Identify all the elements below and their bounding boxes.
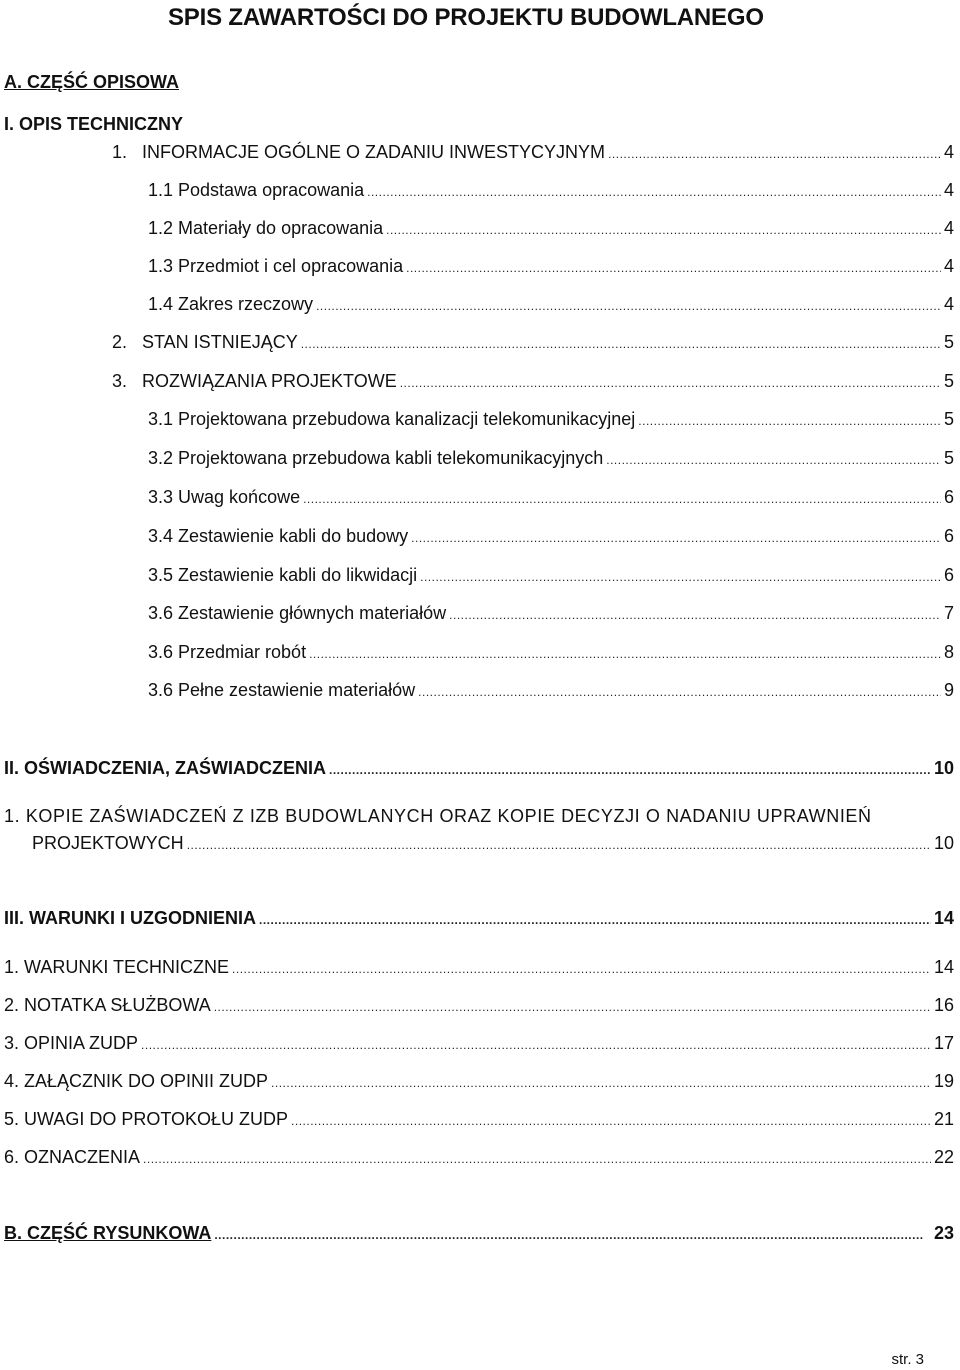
dot-leader (271, 1069, 931, 1095)
toc-entry-page: 4 (943, 180, 954, 200)
page-number: str. 3 (891, 1351, 924, 1368)
toc-entry-page: 9 (943, 680, 954, 700)
toc-entry[interactable] (32, 831, 954, 855)
toc-entry-page: 5 (943, 448, 954, 468)
toc-entry-label: 3.4 Zestawienie kabli do budowy (148, 526, 409, 546)
toc-entry-line1[interactable] (4, 804, 954, 828)
toc-entry[interactable] (4, 1107, 954, 1131)
toc-entry-label: 3.6 Pełne zestawienie materiałów (148, 680, 416, 700)
toc-entry-label: 1. INFORMACJE OGÓLNE O ZADANIU INWESTYCYJNYM (112, 142, 606, 162)
toc-entry[interactable] (4, 1031, 954, 1055)
toc-entry-label: 1.2 Materiały do opracowania (148, 218, 384, 238)
toc-entry-label: 3.1 Projektowana przebudowa kanalizacji telekomunikacyjnej (148, 409, 636, 429)
section-3-page: 14 (933, 908, 954, 928)
dot-leader (291, 1107, 931, 1133)
toc-entry[interactable] (148, 216, 954, 240)
dot-leader (301, 330, 941, 356)
toc-entry[interactable] (148, 524, 954, 548)
toc-entry-label: 3.6 Przedmiar robót (148, 642, 307, 662)
dot-leader (141, 1031, 931, 1057)
dot-leader (259, 906, 931, 932)
toc-entry-label: 5. UWAGI DO PROTOKOŁU ZUDP (4, 1109, 289, 1129)
toc-entry-label: 1.3 Przedmiot i cel opracowania (148, 256, 404, 276)
toc-entry-page: 14 (933, 957, 954, 977)
document-title: SPIS ZAWARTOŚCI DO PROJEKTU BUDOWLANEGO (168, 4, 764, 31)
dot-leader (187, 831, 931, 857)
section-2-page: 10 (933, 758, 954, 778)
section-1-heading: I. OPIS TECHNICZNY (4, 114, 184, 134)
dot-leader (411, 524, 941, 550)
dot-leader (386, 216, 941, 242)
toc-entry-label: 4. ZAŁĄCZNIK DO OPINII ZUDP (4, 1071, 269, 1091)
toc-entry[interactable] (148, 292, 954, 316)
dot-leader (143, 1145, 931, 1171)
toc-section-3[interactable] (4, 906, 954, 930)
toc-entry-label: 3. ROZWIĄZANIA PROJEKTOWE (112, 371, 397, 391)
toc-entry[interactable] (4, 1145, 954, 1169)
toc-entry[interactable] (4, 955, 954, 979)
toc-entry-label: 3.3 Uwag końcowe (148, 487, 301, 507)
toc-entry[interactable] (148, 254, 954, 278)
toc-entry-page: 16 (933, 995, 954, 1015)
toc-entry[interactable] (148, 601, 954, 625)
toc-entry-page: 10 (933, 833, 954, 853)
toc-entry-page: 17 (933, 1033, 954, 1053)
toc-entry-page: 4 (943, 256, 954, 276)
toc-entry-page: 4 (943, 294, 954, 314)
section-2-heading: II. OŚWIADCZENIA, ZAŚWIADCZENIA (4, 758, 326, 778)
dot-leader (303, 485, 941, 511)
toc-entry[interactable] (112, 369, 954, 393)
toc-entry-page: 5 (943, 409, 954, 429)
toc-entry[interactable] (148, 640, 954, 664)
toc-entry-page: 6 (943, 565, 954, 585)
toc-entry-page: 7 (943, 603, 954, 623)
toc-entry-page: 21 (933, 1109, 954, 1129)
toc-entry[interactable] (112, 140, 954, 164)
dot-leader (367, 178, 941, 204)
dot-leader (638, 407, 941, 433)
toc-entry[interactable] (148, 407, 954, 431)
dot-leader (329, 756, 931, 782)
dot-leader (449, 601, 941, 627)
toc-entry-label: 3.5 Zestawienie kabli do likwidacji (148, 565, 418, 585)
toc-entry-label: 2. STAN ISTNIEJĄCY (112, 332, 298, 352)
toc-entry[interactable] (148, 563, 954, 587)
toc-entry-page: 6 (943, 526, 954, 546)
part-a-heading: A. CZĘŚĆ OPISOWA (4, 72, 180, 92)
toc-entry-page: 6 (943, 487, 954, 507)
toc-entry[interactable] (148, 446, 954, 470)
toc-entry[interactable] (4, 993, 954, 1017)
dot-leader (420, 563, 941, 589)
dot-leader (606, 446, 941, 472)
dot-leader (232, 955, 931, 981)
toc-entry-page: 8 (943, 642, 954, 662)
dot-leader (400, 369, 941, 395)
toc-entry-page: 5 (943, 332, 954, 352)
dot-leader (418, 678, 941, 704)
toc-entry-label: 1.4 Zakres rzeczowy (148, 294, 314, 314)
toc-entry[interactable] (148, 485, 954, 509)
toc-entry-page: 4 (943, 142, 954, 162)
part-b-heading: B. CZĘŚĆ RYSUNKOWA (4, 1223, 212, 1243)
toc-entry-label: 1.1 Podstawa opracowania (148, 180, 365, 200)
dot-leader (309, 640, 941, 666)
toc-entry-label: 3.2 Projektowana przebudowa kabli telekomunikacyjnych (148, 448, 604, 468)
toc-section-2[interactable] (4, 756, 954, 780)
toc-part-b[interactable] (4, 1221, 954, 1245)
toc-entry[interactable] (148, 178, 954, 202)
toc-entry[interactable] (148, 678, 954, 702)
dot-leader (214, 1221, 923, 1247)
toc-entry-page: 19 (933, 1071, 954, 1091)
toc-entry-label: PROJEKTOWYCH (32, 833, 184, 853)
dot-leader (214, 993, 931, 1019)
toc-entry-label: 3.6 Zestawienie głównych materiałów (148, 603, 447, 623)
dot-leader (316, 292, 941, 318)
toc-entry-page: 5 (943, 371, 954, 391)
toc-entry-page: 22 (933, 1147, 954, 1167)
toc-entry-label: 1. KOPIE ZAŚWIADCZEŃ Z IZB BUDOWLANYCH ORAZ KOPIE DECYZJI O NADANIU UPRAWNIEŃ (4, 806, 872, 826)
toc-entry-page: 4 (943, 218, 954, 238)
toc-entry-label: 1. WARUNKI TECHNICZNE (4, 957, 230, 977)
toc-entry-label: 3. OPINIA ZUDP (4, 1033, 139, 1053)
section-3-heading: III. WARUNKI I UZGODNIENIA (4, 908, 256, 928)
dot-leader (608, 140, 941, 166)
toc-entry-label: 2. NOTATKA SŁUŻBOWA (4, 995, 211, 1015)
part-b-page: 23 (933, 1223, 954, 1243)
toc-entry[interactable] (112, 330, 954, 354)
toc-entry[interactable] (4, 1069, 954, 1093)
dot-leader (406, 254, 941, 280)
toc-entry-label: 6. OZNACZENIA (4, 1147, 141, 1167)
